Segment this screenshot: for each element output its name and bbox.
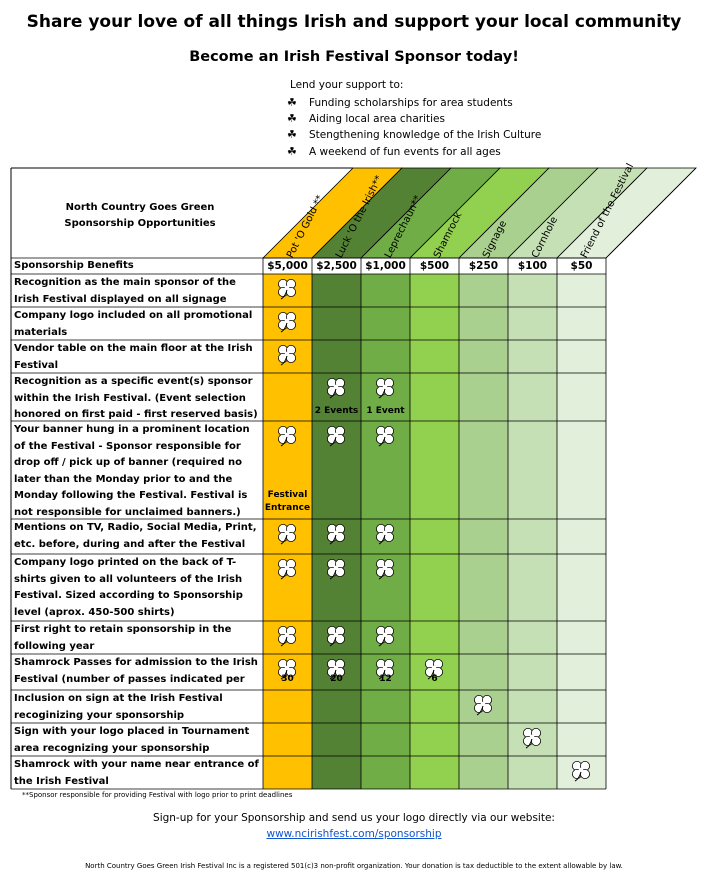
page-subtitle: Become an Irish Festival Sponsor today! xyxy=(189,49,519,65)
tier-name-label: Signage xyxy=(481,218,510,260)
cell-label: 2 Events xyxy=(314,406,359,416)
bullet-text: Funding scholarships for area students xyxy=(309,97,513,109)
table-heading-line: North Country Goes Green xyxy=(65,202,215,213)
table-heading xyxy=(50,200,230,232)
cell-label: 1 Event xyxy=(366,406,405,416)
tier-price: $250 xyxy=(468,260,499,272)
cell-label: 20 xyxy=(330,674,343,684)
tier-name-label: Pot 'O Gold ** xyxy=(285,193,327,260)
tier-price: $5,000 xyxy=(267,260,308,272)
tier-name-label: Friend of the Festival xyxy=(579,161,637,260)
page-title: Share your love of all things Irish and support your local community xyxy=(26,12,682,32)
benefit-text: Company logo printed on the back of T-shirts given to all volunteers of the Irish Festival. Sized according to Sponsorship level (aprox. 450-500 shirts) xyxy=(14,557,243,618)
benefit-text: Your banner hung in a prominent location of the Festival - Sponsor responsible for drop off / pick up of banner (required no later than the Monday prior to and the Monday following the Festival. Festival is not responsible for unclaimed banners.) xyxy=(14,424,250,518)
table-heading-line: Sponsorship Opportunities xyxy=(64,218,216,229)
bullet-text: Stengthening knowledge of the Irish Culture xyxy=(309,129,542,141)
benefit-text: Sign with your logo placed in Tournament area recognizing your sponsorship xyxy=(14,726,250,754)
benefit-text: Recognition as a specific event(s) sponsor within the Irish Festival. (Event selection honored on first paid - first reserved basis) xyxy=(14,376,258,420)
shamrock-icon: ☘ xyxy=(287,96,297,109)
tier-price: $2,500 xyxy=(316,260,357,272)
website-link[interactable]: www.ncirishfest.com/sponsorship xyxy=(266,828,442,840)
benefit-text: Vendor table on the main floor at the Irish Festival xyxy=(14,343,253,371)
benefit-text: Shamrock with your name near entrance of the Irish Festival xyxy=(14,759,259,787)
benefit-text: First right to retain sponsorship in the following year xyxy=(14,624,232,652)
benefit-text: Company logo included on all promotional materials xyxy=(14,310,253,338)
tier-name-label: Luck 'O the Irish** xyxy=(334,173,386,260)
bullet-text: Aiding local area charities xyxy=(309,113,445,125)
tier-price: $500 xyxy=(419,260,450,272)
tier-price: $100 xyxy=(517,260,548,272)
shamrock-icon: ☘ xyxy=(287,145,297,158)
benefit-text: Shamrock Passes for admission to the Irish Festival (number of passes indicated per xyxy=(14,657,258,685)
legal-notice: North Country Goes Green Irish Festival Inc is a registered 501(c)3 non-profit organization. Your donation is tax deductible to the extent allowable by law. xyxy=(85,862,623,870)
benefit-text: Recognition as the main sponsor of the Irish Festival displayed on all signage xyxy=(14,277,236,305)
tier-price: $1,000 xyxy=(365,260,406,272)
shamrock-icon: ☘ xyxy=(287,112,297,125)
tier-name-label: Leprechaun** xyxy=(383,193,424,260)
cell-label: 12 xyxy=(379,674,392,684)
tier-price: $50 xyxy=(570,260,593,272)
cell-label: Festival Entrance xyxy=(264,490,311,513)
signup-text: Sign-up for your Sponsorship and send us your logo directly via our website: xyxy=(153,812,555,824)
cell-label: 30 xyxy=(281,674,294,684)
cell-label: 6 xyxy=(431,674,438,684)
shamrock-icon: ☘ xyxy=(287,128,297,141)
tier-name-label: Shamrock xyxy=(432,210,465,260)
footnote: **Sponsor responsible for providing Festival with logo prior to print deadlines xyxy=(22,791,293,799)
benefit-text: Mentions on TV, Radio, Social Media, Print, etc. before, during and after the Festival xyxy=(14,522,257,550)
benefits-header: Sponsorship Benefits xyxy=(14,260,134,271)
benefit-text: Inclusion on sign at the Irish Festival recoginizing your sponsorship xyxy=(14,693,223,721)
tier-name-label: Cornhole xyxy=(530,215,561,260)
bullet-text: A weekend of fun events for all ages xyxy=(309,146,501,158)
lend-support-label: Lend your support to: xyxy=(290,79,404,91)
